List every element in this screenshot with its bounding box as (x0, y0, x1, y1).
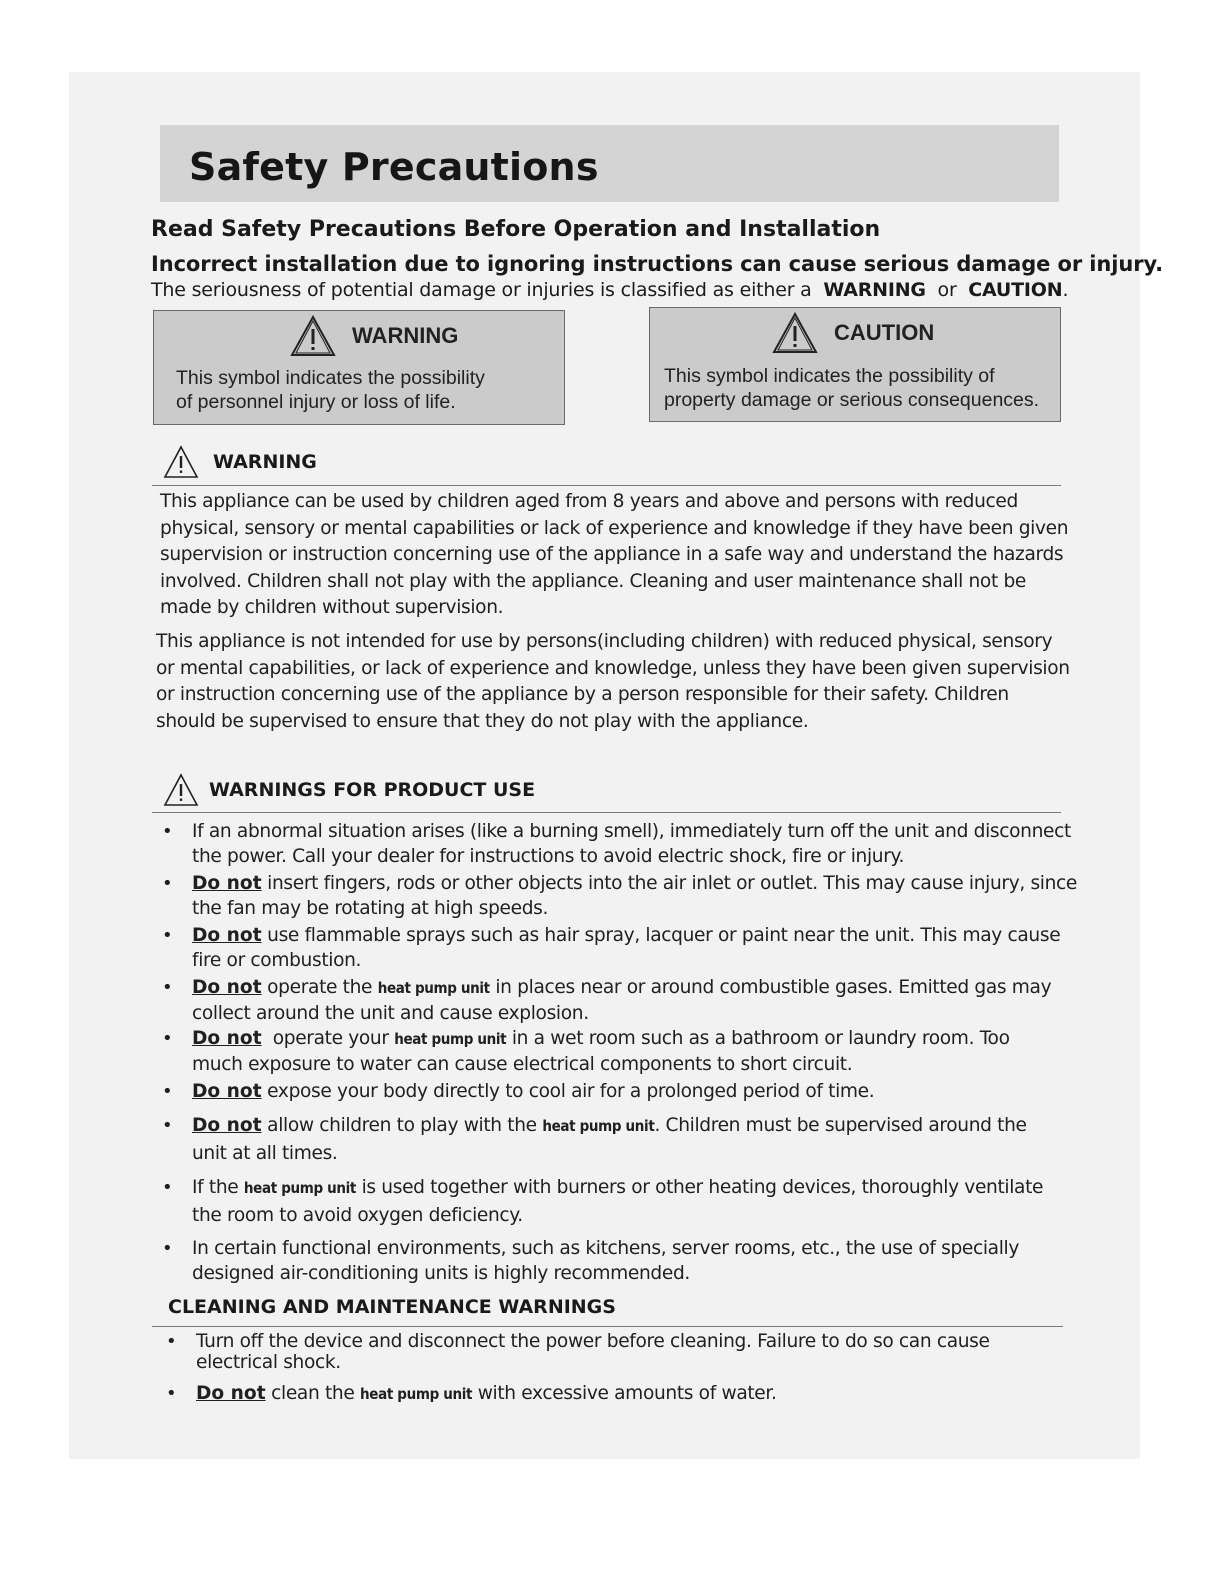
caution-symbol-box (649, 307, 1061, 422)
list-item: • If the heat pump unit is used together with burners or other heating devices, thoroughly ventilate the room to avoid oxygen deficiency. (162, 1177, 1044, 1226)
warning-box-description: This symbol indicates the possibility of personnel injury or loss of life. (176, 367, 485, 413)
caution-box-description: This symbol indicates the possibility of property damage or serious consequences. (664, 365, 1040, 411)
warning-triangle-icon (163, 773, 199, 807)
warning-triangle-icon (290, 315, 336, 357)
caution-box-label: CAUTION (834, 320, 935, 345)
list-item: • Do not operate your heat pump unit in a wet room such as a bathroom or laundry room. Too much exposure to water can cause electrical components to short circuit. (162, 1028, 1010, 1075)
warning-paragraph-1: This appliance can be used by children aged from 8 years and above and persons with reduced physical, sensory or mental capabilities or lack of experience and knowledge if they have been given supervision or instruction concerning use of the appliance in a safe way and understand the hazards involved. Children shall not play with the appliance. Cleaning and user maintenance shall not be made by children without supervision. (160, 491, 1069, 619)
section-divider (152, 485, 1061, 486)
section-divider (152, 812, 1061, 813)
list-item: • Turn off the device and disconnect the power before cleaning. Failure to do so can cause electrical shock. (166, 1331, 990, 1373)
list-item: • Do not clean the heat pump unit with excessive amounts of water. (166, 1383, 777, 1404)
cleaning-list (166, 1331, 990, 1407)
warning-paragraph-2: This appliance is not intended for use by persons(including children) with reduced physical, sensory or mental capabilities, or lack of experience and knowledge, unless they have been given supervision or instruction concerning use of the appliance by a person responsible for their safety. Children should be supervised to ensure that they do not play with the appliance. (156, 631, 1070, 732)
title-banner (160, 125, 1059, 202)
seriousness-text: The seriousness of potential damage or injuries is classified as either a WARNING or CAUTION. (151, 279, 1069, 301)
warning-triangle-icon (163, 445, 199, 479)
list-item: • In certain functional environments, such as kitchens, server rooms, etc., the use of specially designed air-conditioning units is highly recommended. (162, 1238, 1020, 1284)
cleaning-heading: CLEANING AND MAINTENANCE WARNINGS (168, 1296, 616, 1318)
warning-symbol-box (153, 310, 565, 425)
read-heading: Read Safety Precautions Before Operation and Installation (151, 217, 881, 242)
list-item: • If an abnormal situation arises (like a burning smell), immediately turn off the unit and disconnect the power. Call your dealer for instructions to avoid electric shock, fire or injury. (162, 821, 1071, 867)
page-title: Safety Precautions (189, 145, 599, 189)
incorrect-installation-heading: Incorrect installation due to ignoring instructions can cause serious damage or injury. (151, 252, 1163, 276)
section-divider (152, 1326, 1063, 1327)
list-item: • Do not allow children to play with the heat pump unit. Children must be supervised around the unit at all times. (162, 1115, 1027, 1164)
caution-box-header (772, 312, 934, 354)
warning-triangle-icon (772, 312, 818, 354)
list-item: • Do not expose your body directly to cool air for a prolonged period of time. (162, 1081, 875, 1102)
warning-box-header (290, 315, 458, 357)
list-item: • Do not insert fingers, rods or other objects into the air inlet or outlet. This may cause injury, since the fan may be rotating at high speeds. (162, 873, 1078, 919)
list-item: • Do not use flammable sprays such as hair spray, lacquer or paint near the unit. This may cause fire or combustion. (162, 925, 1061, 971)
warning-box-label: WARNING (352, 323, 459, 348)
list-item: • Do not operate the heat pump unit in places near or around combustible gases. Emitted gas may collect around the unit and cause explosion. (162, 977, 1052, 1024)
product-use-heading: WARNINGS FOR PRODUCT USE (163, 773, 535, 807)
warning-section-heading: WARNING (163, 445, 317, 479)
product-use-list (162, 819, 1078, 1286)
